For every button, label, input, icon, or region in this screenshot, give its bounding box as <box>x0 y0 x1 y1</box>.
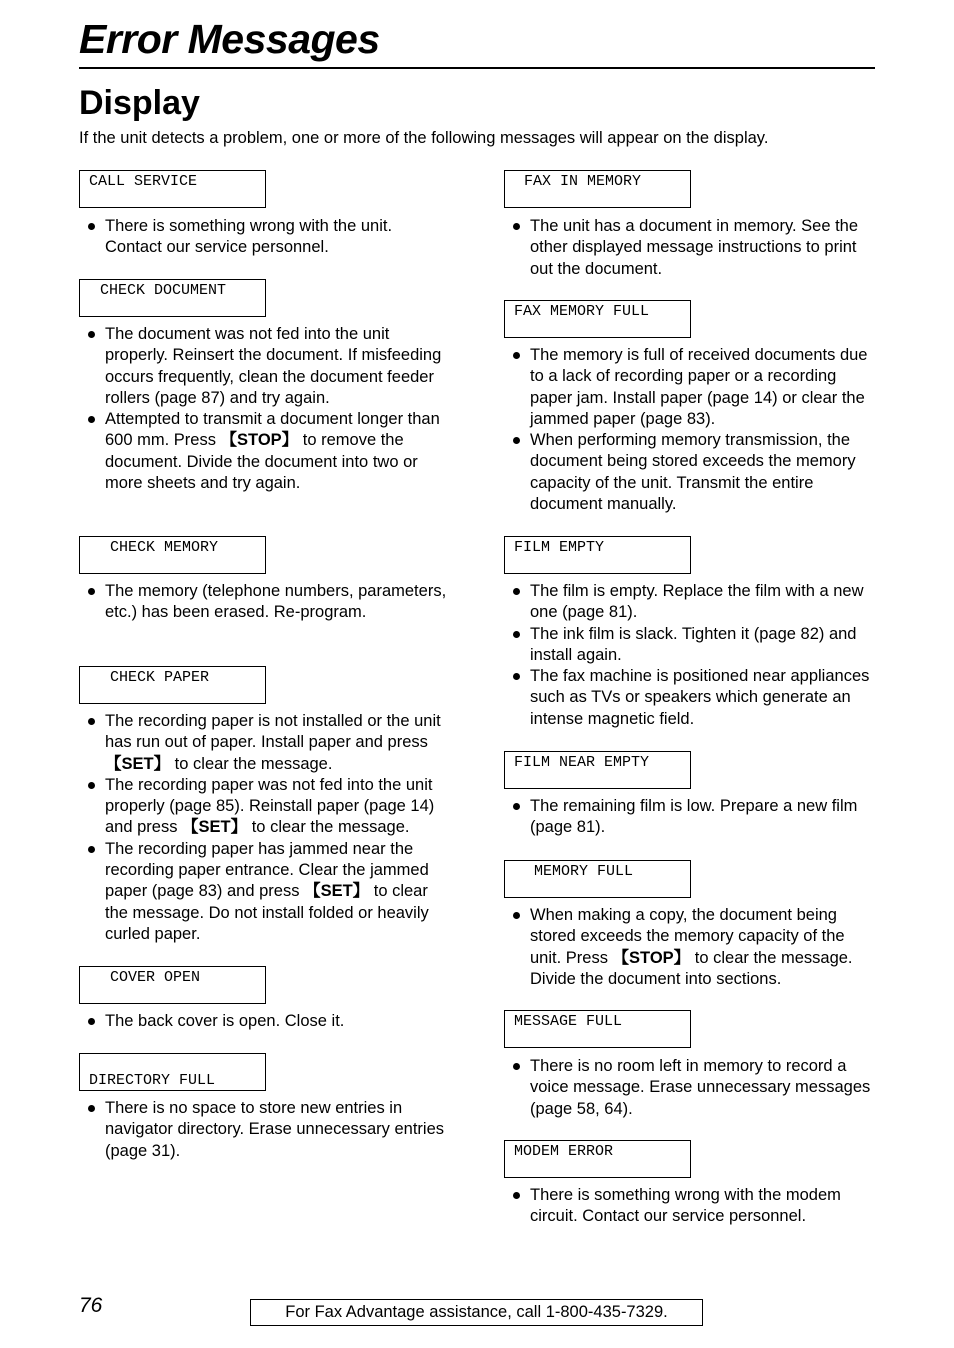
bullet-item <box>504 216 876 280</box>
display-message-code: CHECK PAPER <box>110 669 210 686</box>
bullet-list <box>504 1185 876 1228</box>
key-name: 【SET】 <box>182 818 248 837</box>
display-message-code: MESSAGE FULL <box>514 1013 623 1030</box>
bullet-item <box>504 624 876 667</box>
bullet-text: The memory (telephone numbers, parameters, etc.) has been erased. Re-program. <box>105 582 447 622</box>
bullet-list <box>504 905 876 990</box>
bullet-text: There is no room left in memory to record a voice message. Erase unnecessary messages (page 58, 64). <box>530 1057 871 1118</box>
bullet-list <box>79 324 449 494</box>
key-name: 【SET】 <box>304 882 370 901</box>
bullet-text: The document was not fed into the unit properly. Reinsert the document. If misfeeding occurs frequently, clean the document feeder rollers (page 87) and try again. <box>105 325 442 407</box>
display-message-box <box>504 170 691 208</box>
bullet-item <box>504 345 876 430</box>
bullet-text: The back cover is open. Close it. <box>105 1012 345 1030</box>
bullet-text: The fax machine is positioned near appliances such as TVs or speakers which generate an intense magnetic field. <box>530 667 870 728</box>
display-message-box <box>504 300 691 338</box>
display-message-code: FAX MEMORY FULL <box>514 303 650 320</box>
display-message-box <box>504 536 691 574</box>
display-message-box <box>504 1010 691 1048</box>
bullet-item <box>504 1056 876 1120</box>
bullet-item <box>504 666 876 730</box>
bullet-list <box>79 216 449 259</box>
bullet-text: There is no space to store new entries in navigator directory. Erase unnecessary entries (page 31). <box>105 1099 445 1160</box>
bullet-text: The remaining film is low. Prepare a new film (page 81). <box>530 797 858 837</box>
display-message-code: MODEM ERROR <box>514 1143 614 1160</box>
bullet-list <box>504 581 876 730</box>
bullet-text: to remove the document. Divide the document into two or more sheets and try again. <box>105 431 418 493</box>
key-name: 【STOP】 <box>612 948 691 967</box>
bullet-text: There is something wrong with the unit. Contact our service personnel. <box>105 217 393 257</box>
bullet-item <box>79 839 449 945</box>
display-message-box <box>504 860 691 898</box>
bullet-item <box>504 905 876 990</box>
display-message-box <box>79 666 266 704</box>
bullet-list <box>504 216 876 280</box>
bullet-item <box>504 796 876 839</box>
display-message-box <box>504 1140 691 1178</box>
key-name: 【SET】 <box>105 754 171 773</box>
display-message-code: FILM NEAR EMPTY <box>514 754 650 771</box>
bullet-text: When making a copy, the document being stored exceeds the memory capacity of the unit. Press <box>530 906 845 967</box>
bullet-list <box>504 796 876 839</box>
bullet-text: The film is empty. Replace the film with a new one (page 81). <box>530 582 864 622</box>
bullet-item <box>79 711 449 775</box>
bullet-item <box>79 409 449 494</box>
page-number: 76 <box>79 1294 103 1317</box>
bullet-list <box>504 1056 876 1120</box>
bullet-text: The recording paper is not installed or the unit has run out of paper. Install paper and press <box>105 712 441 752</box>
bullet-item <box>504 1185 876 1228</box>
assistance-note: For Fax Advantage assistance, call 1-800-435-7329. <box>250 1299 703 1326</box>
bullet-list <box>79 581 449 624</box>
bullet-item <box>79 324 449 409</box>
bullet-item <box>79 1011 449 1032</box>
bullet-list <box>79 711 449 945</box>
display-message-code: FILM EMPTY <box>514 539 605 556</box>
bullet-item <box>79 775 449 839</box>
bullet-list <box>79 1098 449 1162</box>
intro-text: If the unit detects a problem, one or more of the following messages will appear on the display. <box>79 129 769 147</box>
bullet-text: There is something wrong with the modem circuit. Contact our service personnel. <box>530 1186 841 1226</box>
bullet-text: to clear the message. Divide the document into sections. <box>530 948 853 988</box>
display-message-box <box>504 751 691 789</box>
bullet-text: Attempted to transmit a document longer than 600 mm. Press <box>105 410 440 450</box>
bullet-text: The recording paper was not fed into the unit properly (page 85). Reinstall paper (page 14) and press <box>105 775 435 837</box>
display-message-box <box>79 536 266 574</box>
display-message-code: COVER OPEN <box>110 969 201 986</box>
bullet-text: The unit has a document in memory. See the other displayed message instructions to print out the document. <box>530 217 859 278</box>
bullet-item <box>504 581 876 624</box>
display-message-box <box>79 170 266 208</box>
bullet-text: The recording paper has jammed near the recording paper entrance. Clear the jammed paper (page 83) and press <box>105 839 429 901</box>
bullet-list <box>79 1011 449 1032</box>
bullet-list <box>504 345 876 515</box>
bullet-item <box>504 430 876 515</box>
display-message-box <box>79 966 266 1004</box>
key-name: 【STOP】 <box>220 431 299 450</box>
display-message-box <box>79 1053 266 1091</box>
bullet-text: to clear the message. <box>247 818 410 837</box>
section-heading: Display <box>79 84 200 122</box>
display-message-code: CHECK MEMORY <box>110 539 219 556</box>
display-message-code: FAX IN MEMORY <box>524 173 642 190</box>
bullet-text: The memory is full of received documents due to a lack of recording paper or a recording paper jam. Install paper (page 14) or clear the jammed paper (page 83). <box>530 346 868 428</box>
bullet-text: The ink film is slack. Tighten it (page 82) and install again. <box>530 624 857 664</box>
bullet-item <box>79 1098 449 1162</box>
bullet-item <box>79 581 449 624</box>
bullet-text: to clear the message. <box>170 754 333 773</box>
display-message-code: MEMORY FULL <box>534 863 634 880</box>
bullet-item <box>79 216 449 259</box>
display-message-code: CALL SERVICE <box>89 173 198 190</box>
bullet-text: to clear the message. Do not install folded or heavily curled paper. <box>105 882 429 943</box>
display-message-box <box>79 279 266 317</box>
display-message-code: CHECK DOCUMENT <box>100 282 227 299</box>
page-title: Error Messages <box>79 16 380 62</box>
page-header <box>79 14 875 69</box>
bullet-text: When performing memory transmission, the document being stored exceeds the memory capacity of the unit. Transmit the entire document manually. <box>530 431 856 514</box>
display-message-code: DIRECTORY FULL <box>89 1072 216 1089</box>
